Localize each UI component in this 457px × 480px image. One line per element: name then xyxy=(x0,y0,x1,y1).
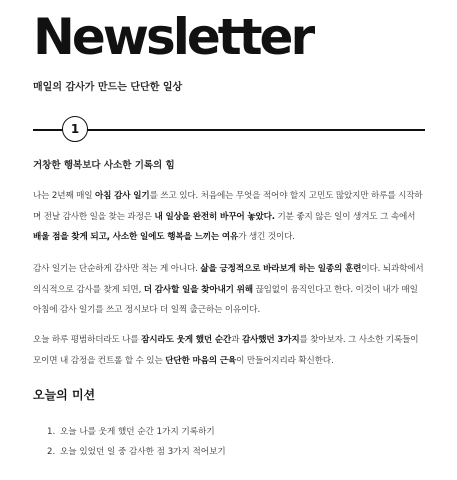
paragraph-emphasis: 내 일상을 완전히 바꾸어 놓았다. xyxy=(154,211,275,222)
newsletter-masthead: Newsletter xyxy=(33,8,313,66)
paragraph-text: 기분 좋지 않은 일이 생겨도 그 속에서 xyxy=(274,211,416,222)
paragraph-emphasis: 아침 감사 일기 xyxy=(94,191,150,201)
mission-item xyxy=(47,442,226,462)
paragraph-text: 가 생긴 것이다. xyxy=(238,232,295,242)
section-number-badge: 1 xyxy=(62,116,88,142)
paragraph-text: 이다. 뇌과학에서 의식적으로 감사를 찾게 되면, xyxy=(33,264,424,295)
paragraph-emphasis: 배울 점을 찾게 되고, 사소한 일에도 행복을 느끼는 여유 xyxy=(33,232,239,242)
paragraph-text: 이 만들어지리라 확신한다. xyxy=(236,355,334,366)
section-heading: 거창한 행복보다 사소한 기록의 힘 xyxy=(33,160,175,171)
paragraph-text: 나는 2년째 매일 xyxy=(33,191,95,201)
mission-item-number: 1. xyxy=(47,427,56,437)
paragraph-text: 끊임없이 움직인다고 한다. 이것이 내가 매일 아침에 감사 일기를 쓰고 정시보다 더 일찍 출근하는 이유이다. xyxy=(33,284,418,315)
mission-item-text: 오늘 나를 웃게 했던 순간 1가지 기록하기 xyxy=(60,427,215,437)
mission-item-text: 오늘 있었던 일 중 감사한 점 3가지 적어보기 xyxy=(60,447,226,457)
mission-list xyxy=(47,422,226,462)
paragraph-2 xyxy=(33,259,425,321)
paragraph-emphasis: 단단한 마음의 근육 xyxy=(165,355,237,366)
newsletter-subtitle: 매일의 감사가 만드는 단단한 일상 xyxy=(33,82,183,93)
paragraph-3 xyxy=(33,330,425,371)
paragraph-text: 감사 일기는 단순하게 감사만 적는 게 아니다. xyxy=(33,264,201,274)
section-divider xyxy=(33,129,425,131)
paragraph-text: 를 찾아보자. 그 사소한 기록들이 모이면 내 감정을 컨트롤 할 수 있는 xyxy=(33,335,419,366)
mission-title: 오늘의 미션 xyxy=(33,388,96,402)
paragraph-text: 과 xyxy=(231,335,242,345)
paragraph-emphasis: 감사했던 3가지 xyxy=(241,335,300,345)
paragraph-emphasis: 잠시라도 웃게 했던 순간 xyxy=(141,335,232,345)
paragraph-text: 를 쓰고 있다. 처음에는 무엇을 적어야 할지 고민도 많았지만 하루를 시작하며 전날 감사한 일을 찾는 과정은 xyxy=(33,191,423,222)
mission-item-number: 2. xyxy=(47,447,56,457)
paragraph-emphasis: 삶을 긍정적으로 바라보게 하는 일종의 훈련 xyxy=(200,264,362,274)
paragraph-text: 오늘 하루 평범하더라도 나를 xyxy=(33,335,142,345)
paragraph-emphasis: 더 감사할 일을 찾아내기 위해 xyxy=(143,284,253,295)
paragraph-1 xyxy=(33,186,425,248)
mission-item xyxy=(47,422,226,442)
